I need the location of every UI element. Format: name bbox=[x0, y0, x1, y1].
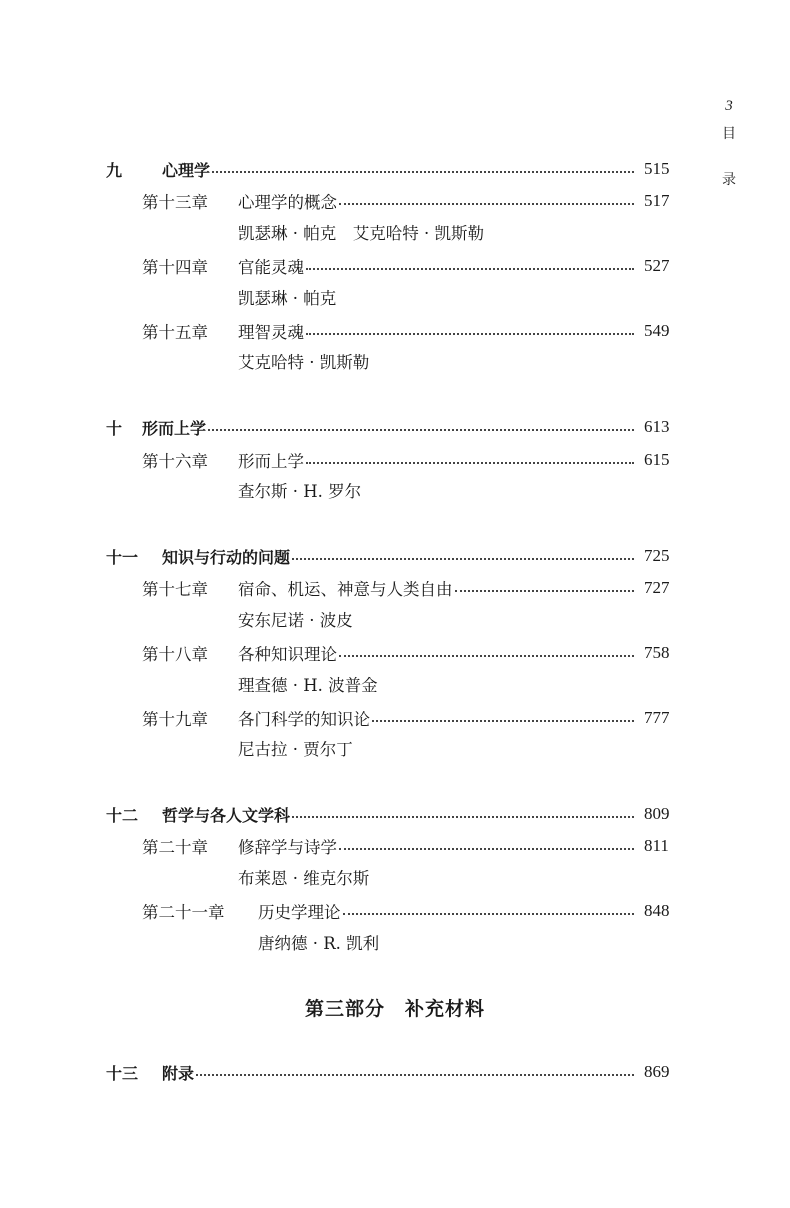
chapter-number: 第二十一章 bbox=[142, 903, 225, 922]
toc-chapter-15[interactable] bbox=[142, 318, 678, 344]
part-number: 十一 bbox=[106, 547, 139, 567]
page-ref: 527 bbox=[644, 256, 670, 275]
leader-dots bbox=[339, 655, 634, 657]
part-number: 十三 bbox=[106, 1063, 139, 1083]
chapter-title: 官能灵魂 bbox=[238, 258, 304, 277]
running-header-char-2: 录 bbox=[722, 172, 736, 188]
page-ref: 549 bbox=[644, 321, 670, 340]
toc-chapter-14[interactable] bbox=[142, 253, 678, 279]
chapter-number: 第十四章 bbox=[142, 258, 208, 277]
chapter-title: 各种知识理论 bbox=[238, 645, 337, 664]
chapter-title: 心理学的概念 bbox=[238, 193, 337, 212]
toc-chapter-13[interactable] bbox=[142, 188, 678, 214]
running-header-char-1: 目 bbox=[722, 126, 736, 142]
toc-part-9[interactable] bbox=[106, 156, 678, 182]
toc-part-13[interactable] bbox=[106, 1059, 678, 1085]
page-ref: 811 bbox=[644, 836, 669, 855]
leader-dots bbox=[208, 429, 634, 431]
page-ref: 869 bbox=[644, 1062, 670, 1081]
chapter-number: 第十八章 bbox=[142, 645, 208, 664]
section-heading: 第三部分 补充材料 bbox=[304, 998, 485, 1020]
part-title: 哲学与各人文学科 bbox=[162, 805, 291, 825]
page-ref: 809 bbox=[644, 804, 670, 823]
page-ref: 613 bbox=[644, 417, 670, 436]
chapter-authors: 查尔斯 · H. 罗尔 bbox=[238, 482, 362, 501]
toc-chapter-16[interactable] bbox=[142, 447, 678, 473]
chapter-authors: 凯瑟琳 · 帕克 bbox=[238, 289, 337, 308]
chapter-number: 第十九章 bbox=[142, 710, 208, 729]
leader-dots bbox=[292, 558, 634, 560]
leader-dots bbox=[339, 848, 634, 850]
chapter-authors: 理查德 · H. 波普金 bbox=[238, 676, 378, 695]
chapter-title: 理智灵魂 bbox=[238, 323, 304, 342]
toc-part-11[interactable] bbox=[106, 543, 678, 569]
part-title: 心理学 bbox=[162, 160, 211, 180]
part-number: 十二 bbox=[106, 805, 139, 825]
part-title: 知识与行动的问题 bbox=[162, 547, 291, 567]
chapter-authors: 安东尼诺 · 波皮 bbox=[238, 611, 353, 630]
leader-dots bbox=[306, 462, 634, 464]
leader-dots bbox=[196, 1074, 634, 1076]
chapter-title: 各门科学的知识论 bbox=[238, 710, 370, 729]
page-ref: 777 bbox=[644, 708, 670, 727]
chapter-number: 第二十章 bbox=[142, 838, 208, 857]
part-title: 附录 bbox=[162, 1063, 195, 1083]
running-header bbox=[719, 124, 739, 216]
chapter-authors: 布莱恩 · 维克尔斯 bbox=[238, 869, 370, 888]
page-ref: 848 bbox=[644, 901, 670, 920]
toc-chapter-18[interactable] bbox=[142, 640, 678, 666]
chapter-authors: 尼古拉 · 贾尔丁 bbox=[238, 740, 353, 759]
chapter-number: 第十七章 bbox=[142, 580, 208, 599]
part-number: 九 bbox=[106, 160, 123, 180]
page-ref: 725 bbox=[644, 546, 670, 565]
leader-dots bbox=[306, 333, 634, 335]
chapter-number: 第十五章 bbox=[142, 323, 208, 342]
toc-part-12[interactable] bbox=[106, 801, 678, 827]
leader-dots bbox=[339, 203, 634, 205]
chapter-title: 修辞学与诗学 bbox=[238, 838, 337, 857]
leader-dots bbox=[372, 720, 634, 722]
leader-dots bbox=[455, 590, 635, 592]
chapter-title: 形而上学 bbox=[238, 452, 304, 471]
chapter-title: 宿命、机运、神意与人类自由 bbox=[238, 580, 453, 599]
toc-chapter-21[interactable] bbox=[142, 898, 678, 924]
toc-chapter-19[interactable] bbox=[142, 705, 678, 731]
toc-part-10[interactable] bbox=[106, 414, 678, 440]
chapter-authors: 唐纳德 · R. 凯利 bbox=[258, 934, 380, 953]
page-ref: 515 bbox=[644, 159, 670, 178]
leader-dots bbox=[306, 268, 634, 270]
leader-dots bbox=[343, 913, 635, 915]
page-ref: 517 bbox=[644, 191, 670, 210]
toc-chapter-17[interactable] bbox=[142, 575, 678, 601]
chapter-authors: 凯瑟琳 · 帕克 艾克哈特 · 凯斯勒 bbox=[238, 224, 484, 243]
page-number: 3 bbox=[725, 98, 733, 114]
chapter-number: 第十六章 bbox=[142, 452, 208, 471]
page-ref: 758 bbox=[644, 643, 670, 662]
part-number: 十 bbox=[106, 418, 123, 438]
leader-dots bbox=[292, 816, 634, 818]
chapter-authors: 艾克哈特 · 凯斯勒 bbox=[238, 353, 370, 372]
part-title: 形而上学 bbox=[142, 418, 207, 438]
toc-chapter-20[interactable] bbox=[142, 833, 678, 859]
page-ref: 615 bbox=[644, 450, 670, 469]
page-ref: 727 bbox=[644, 578, 670, 597]
chapter-number: 第十三章 bbox=[142, 193, 208, 212]
chapter-title: 历史学理论 bbox=[258, 903, 341, 922]
leader-dots bbox=[212, 171, 634, 173]
